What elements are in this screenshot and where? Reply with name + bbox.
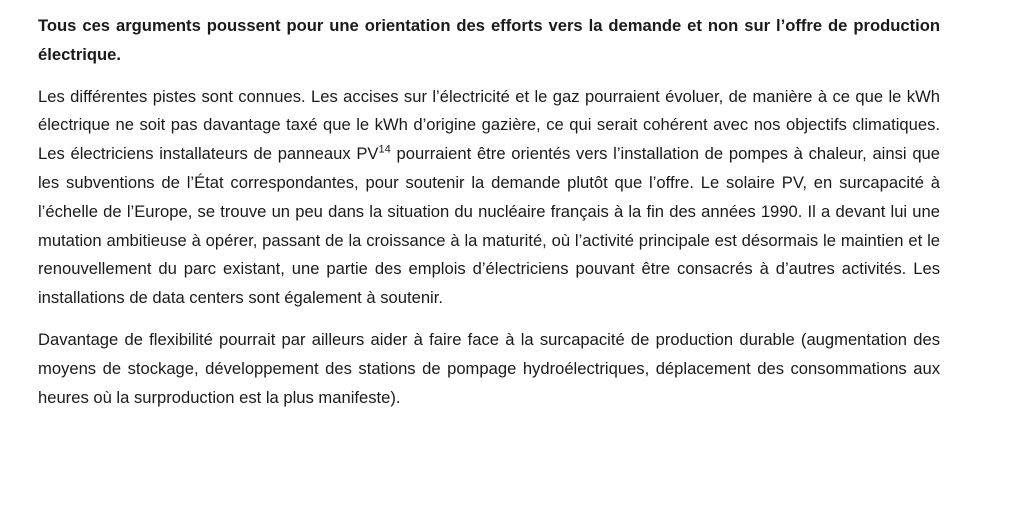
- section-heading: Tous ces arguments poussent pour une orientation des efforts vers la demande et non sur l’offre de production électrique.: [38, 16, 940, 64]
- document-body: [38, 12, 940, 425]
- paragraph-1-text-end: pourraient être orientés vers l’installation de pompes à chaleur, ainsi que les subventions de l’État correspondantes, pour soutenir la demande plutôt que l’offre. Le solaire PV, en surcapacité à l’échelle de l’Europe, se trouve un peu dans la situation du nucléaire français à la fin des années 1990. Il a devant lui une mutation ambitieuse à opérer, passant de la croissance à la maturité, où l’activité principale est désormais le maintien et le renouvellement du parc existant, une partie des emplois d’électriciens pouvant être consacrés à d’autres activités. Les installations de data centers sont également à soutenir.: [38, 144, 941, 308]
- paragraph-2: Davantage de flexibilité pourrait par ailleurs aider à faire face à la surcapacité de production durable (augmentation des moyens de stockage, développement des stations de pompage hydroélectriques, déplacement des consommations aux heures où la surproduction est la plus manifeste).: [38, 329, 940, 407]
- paragraph-1: [38, 83, 940, 313]
- footnote-reference[interactable]: 14: [378, 143, 391, 156]
- paragraph-1-text-start: Les différentes pistes sont connues. Les accises sur l’électricité et le gaz pourraient évoluer, de manière à ce que le kWh électrique ne soit pas davantage taxé que le kWh d’origine gazière, ce qui serait cohérent avec nos objectifs climatiques. Les électriciens installateurs de panneaux PV: [38, 86, 940, 164]
